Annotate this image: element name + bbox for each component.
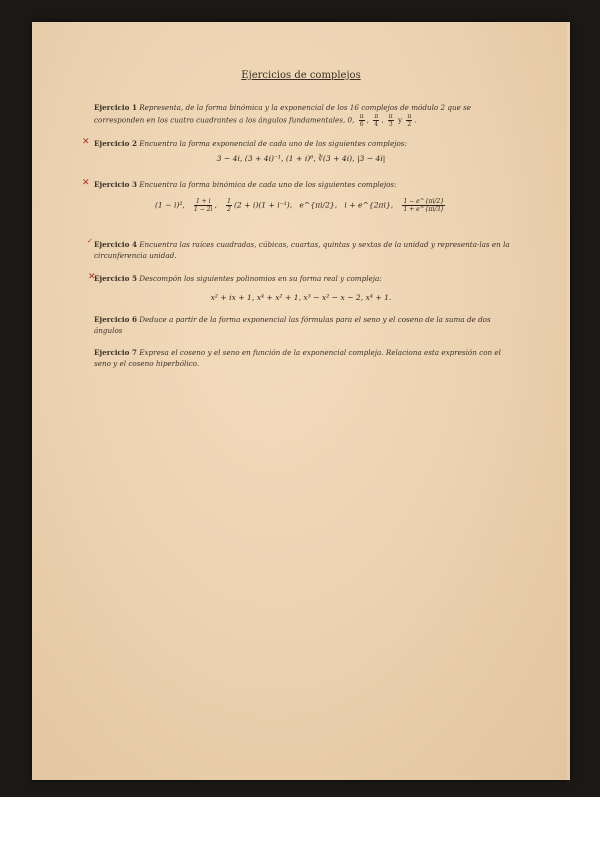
exercise-3	[94, 179, 514, 190]
exercise-5-label: Ejercicio 5	[94, 274, 137, 283]
exercise-7-text: Expresa el coseno y el seno en función de la exponencial compleja. Relaciona esta expresión con el seno y el coseno hiperbólico.	[94, 348, 501, 368]
exercise-1-label: Ejercicio 1	[94, 103, 137, 112]
angle-4: $\frac{\pi}{2}$	[407, 113, 412, 128]
exercise-1-text: Representa, de la forma binómica y la exponencial de los 16 complejos de módulo 2 que se corresponden en los cuatro cuadrantes a los ángulos fundamentales, 0,	[94, 103, 472, 125]
paper-edge	[567, 22, 570, 780]
exercise-6-text: Deduce a partir de la forma exponencial las fórmulas para el seno y el coseno de la suma de dos ángulos	[94, 315, 491, 335]
exercise-7-label: Ejercicio 7	[94, 348, 137, 357]
exercise-3-math: (1 − i)², $\frac{1 + i}{1 - 2i}$ , $\frac{1}{2}$ (2 + i)(1 + i⁻¹), e^{πi/2}, i + e^{2πi}, $\frac{1 - e\^{}\{\pi i/2\}}{1 + e\^{}\{\pi i/3\}}$	[154, 198, 445, 213]
exercise-5-text: Descompón los siguientes polinomios en su forma real y compleja:	[139, 274, 382, 283]
exercise-3-label: Ejercicio 3	[94, 180, 137, 189]
exercise-3-text: Encuentra la forma binómica de cada uno de los siguientes complejos:	[139, 180, 397, 189]
exercise-4	[94, 239, 514, 261]
exercise-2	[94, 138, 514, 149]
check-mark-2: ✕	[82, 178, 90, 188]
angle-1: $\frac{\pi}{6}$	[359, 113, 364, 128]
angle-2: $\frac{\pi}{4}$	[374, 113, 379, 128]
exercise-5-math: x² + ix + 1, x⁴ + x² + 1, x³ − x² − x − 2, x⁴ + 1.	[210, 293, 392, 302]
exercise-2-math: 3 − 4i, (3 + 4i)⁻¹, (1 + i)⁶, ∛(3 + 4i), |3 − 4i|	[216, 154, 386, 163]
page-title: Ejercicios de complejos	[241, 70, 361, 81]
check-mark-1: ✕	[82, 137, 90, 147]
exercise-4-label: Ejercicio 4	[94, 240, 137, 249]
check-mark-3: ✓	[87, 237, 93, 245]
exercise-5	[94, 273, 514, 284]
exercise-2-text: Encuentra la forma exponencial de cada uno de los siguientes complejos:	[139, 139, 407, 148]
exercise-4-text: Encuentra las raíces cuadradas, cúbicas, cuartas, quintas y sextas de la unidad y representa-las en la circunferencia unidad.	[94, 240, 510, 260]
exercise-1: Ejercicio 1 Representa, de la forma binómica y la exponencial de los 16 complejos de módulo 2 que se corresponden en los cuatro cuadrantes a los ángulos fundamentales, 0, $\frac{\pi}{6}$ , $\frac{\pi}{4}$ , $\frac{\pi}{3}$ y $\frac{\pi}{2}$ .	[94, 103, 472, 128]
paper-sheet	[32, 22, 570, 780]
exercise-6	[94, 314, 514, 336]
exercise-2-label: Ejercicio 2	[94, 139, 137, 148]
exercise-6-label: Ejercicio 6	[94, 315, 137, 324]
check-mark-4: ✕	[88, 272, 96, 282]
exercise-7	[94, 347, 514, 369]
angle-3: $\frac{\pi}{3}$	[388, 113, 393, 128]
